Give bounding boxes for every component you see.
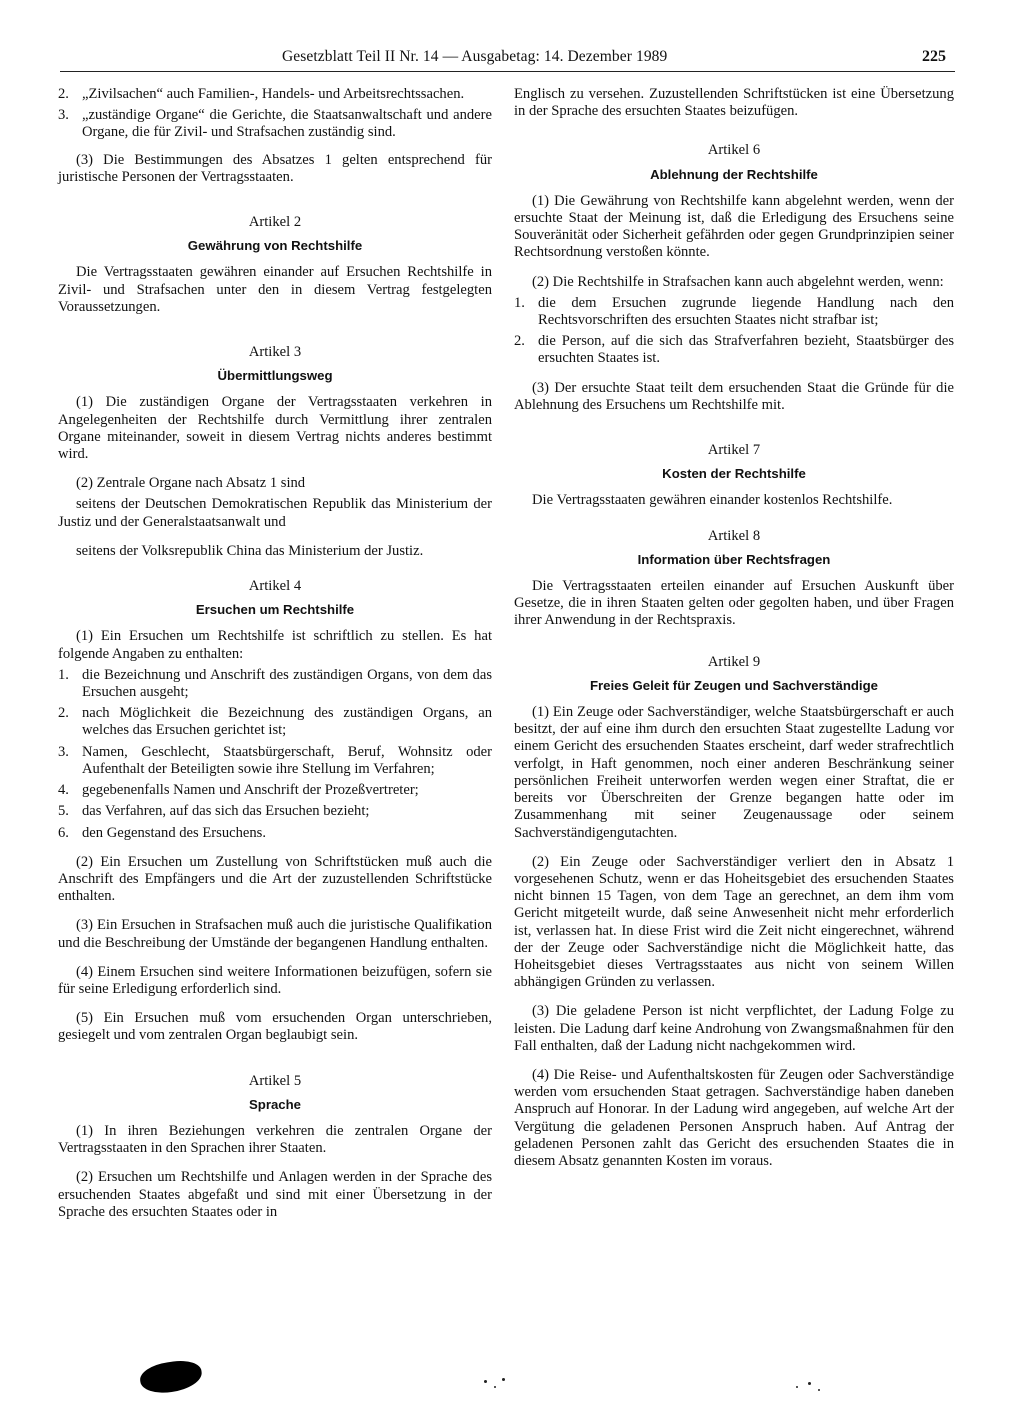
paragraph: (1) In ihren Beziehungen verkehren die zentralen Organe der Vertragsstaaten in den Sprachen ihrer Staaten.	[58, 1122, 492, 1157]
item-text: den Gegenstand des Ersuchens.	[82, 824, 266, 841]
scan-speck	[818, 1389, 820, 1391]
scan-speck	[808, 1382, 811, 1385]
article-title: Information über Rechtsfragen	[637, 551, 831, 567]
paragraph: (1) Ein Zeuge oder Sachverständiger, welche Staatsbürgerschaft er auch besitzt, der auf eine ihm durch den ersuchten Staat zugestellte Ladung vor einem Gericht des ersuchenden Staates erscheint, darf weder strafrechtlich verfolgt, in Haft genommen, noch einer anderen Beschränkung seiner persönlichen Freiheit unterworfen werden wegen einer Straftat, die er bereits vor Überschreiten der Grenze begangen hatte oder im Zusammenhang mit seiner Zeugenaussage oder seinem Sachverständigengutachten.	[514, 704, 954, 841]
item-number: 4.	[58, 782, 69, 799]
paragraph: (2) Zentrale Organe nach Absatz 1 sind	[76, 475, 306, 492]
item-number: 2.	[58, 705, 69, 722]
article-title: Ablehnung der Rechtshilfe	[650, 166, 818, 182]
scan-speck	[494, 1386, 496, 1388]
article-heading: Artikel 2	[248, 214, 302, 231]
paragraph: Die Vertragsstaaten gewähren einander kostenlos Rechtshilfe.	[532, 492, 893, 509]
left-column	[58, 86, 492, 1233]
article-title: Übermittlungsweg	[217, 368, 333, 384]
paragraph: (2) Ein Zeuge oder Sachverständiger verliert den in Absatz 1 vorgesehenen Schutz, wenn er das Hoheitsgebiet des ersuchenden Staates nicht binnen 15 Tagen, von dem Tage an gerechnet, an dem ihm vom Gericht mitgeteilt wurde, daß seine Anwesenheit nicht mehr erforderlich ist, verlassen hat. In diese Frist wird die Zeit nicht eingerechnet, während der der Zeuge oder Sachverständige nicht die Möglichkeit hatte, das Hoheitsgebiet dieses Vertragsstaates aus nicht von seinem Willen abhängigen Gründen zu verlassen.	[514, 853, 954, 991]
paragraph: (3) Der ersuchte Staat teilt dem ersuchenden Staat die Gründe für die Ablehnung des Ersuchens um Rechtshilfe mit.	[514, 379, 954, 413]
article-heading: Artikel 3	[248, 344, 302, 361]
ink-blot	[138, 1358, 204, 1396]
paragraph: seitens der Volksrepublik China das Ministerium der Justiz.	[76, 542, 424, 559]
item-number: 2.	[58, 86, 69, 102]
page-header	[0, 44, 1024, 70]
paragraph: (1) Die zuständigen Organe der Vertragsstaaten verkehren in Angelegenheiten der Rechtshilfe durch Vermittlung ihrer zentralen Organe miteinander, soweit in diesem Vertrag nichts anderes bestimmt wird.	[58, 394, 492, 463]
article-heading: Artikel 7	[707, 442, 761, 459]
article-title: Ersuchen um Rechtshilfe	[195, 602, 355, 618]
paragraph: (3) Ein Ersuchen in Strafsachen muß auch die juristische Qualifikation und die Beschreibung der Umstände der begangenen Handlung enthalten.	[58, 917, 492, 951]
item-number: 6.	[58, 824, 69, 841]
paragraph: (1) Die Gewährung von Rechtshilfe kann abgelehnt werden, wenn der ersuchte Staat der Meinung ist, daß die Erledigung des Ersuchens seine Souveränität oder Sicherheit gefährden oder gegen Grundprinzipien seiner Rechtsordnung verstoßen könnte.	[514, 192, 954, 261]
item-text: „zuständige Organe“ die Gerichte, die Staatsanwaltschaft und andere Organe, die für Zivil- und Strafsachen zuständig sind.	[82, 107, 492, 141]
list-item	[514, 333, 954, 367]
list-item	[58, 803, 492, 820]
paragraph: (3) Die geladene Person ist nicht verpflichtet, der Ladung Folge zu leisten. Die Ladung darf keine Androhung von Zwangsmaßnahmen für den Fall enthalten, daß der Ladung nicht nachgekommen wird.	[514, 1003, 954, 1054]
item-number: 2.	[514, 333, 525, 350]
list-item	[58, 667, 492, 701]
item-text: gegebenenfalls Namen und Anschrift der Prozeßvertreter;	[82, 782, 419, 799]
item-number: 3.	[58, 743, 69, 760]
article-heading: Artikel 8	[707, 527, 761, 544]
item-text: „Zivilsachen“ auch Familien-, Handels- und Arbeitsrechtssachen.	[82, 86, 465, 102]
article-title: Kosten der Rechtshilfe	[662, 466, 806, 482]
paragraph: (2) Die Rechtshilfe in Strafsachen kann auch abgelehnt werden, wenn:	[532, 273, 944, 290]
paragraph: Die Vertragsstaaten erteilen einander auf Ersuchen Auskunft über Gesetze, die in ihren Staaten gelten oder gegolten haben, und über Fragen ihrer Anwendung in der Rechtspraxis.	[514, 578, 954, 629]
list-item	[58, 782, 492, 799]
right-column	[514, 86, 954, 1182]
item-number: 5.	[58, 803, 69, 820]
article-heading: Artikel 4	[248, 578, 302, 595]
paragraph: (2) Ein Ersuchen um Zustellung von Schriftstücken muß auch die Anschrift des Empfängers und die Art der zuzustellenden Schriftstücke enthalten.	[58, 853, 492, 905]
definition-item	[58, 107, 492, 141]
list-item	[58, 744, 492, 778]
item-number: 3.	[58, 107, 69, 124]
item-number: 1.	[58, 666, 69, 683]
item-number: 1.	[514, 294, 525, 311]
article-title: Sprache	[248, 1096, 302, 1112]
article-title: Freies Geleit für Zeugen und Sachverständige	[589, 677, 878, 693]
item-text: die Person, auf die sich das Strafverfahren bezieht, Staatsbürger des ersuchten Staates ist.	[538, 333, 954, 367]
item-text: das Verfahren, auf das sich das Ersuchen bezieht;	[82, 803, 370, 820]
article-heading: Artikel 5	[248, 1072, 302, 1089]
article-heading: Artikel 6	[707, 142, 761, 159]
list-item	[514, 295, 954, 329]
article-title: Gewährung von Rechtshilfe	[187, 238, 363, 254]
paragraph: seitens der Deutschen Demokratischen Republik das Ministerium der Justiz und der Generalstaatsanwalt und	[58, 496, 492, 530]
header-rule	[60, 71, 955, 72]
list-item	[58, 825, 492, 842]
page-number: 225	[922, 48, 946, 65]
paragraph: (2) Ersuchen um Rechtshilfe und Anlagen werden in der Sprache des ersuchenden Staates abgefaßt und sind mit einer Übersetzung in der Sprache des ersuchten Staates oder in	[58, 1169, 492, 1220]
item-text: die Bezeichnung und Anschrift des zuständigen Organs, von dem das Ersuchen ausgeht;	[82, 666, 492, 701]
article-heading: Artikel 9	[707, 653, 761, 670]
paragraph: Die Vertragsstaaten gewähren einander auf Ersuchen Rechtshilfe in Zivil- und Strafsachen unter den in diesem Vertrag festgelegten Voraussetzungen.	[58, 264, 492, 315]
paragraph: (1) Ein Ersuchen um Rechtshilfe ist schriftlich zu stellen. Es hat folgende Angaben zu enthalten:	[58, 628, 492, 662]
scan-speck	[484, 1380, 487, 1383]
paragraph: Englisch zu versehen. Zuzustellenden Schriftstücken ist eine Übersetzung in der Sprache des ersuchten Staates beizufügen.	[514, 86, 954, 120]
paragraph: (4) Die Reise- und Aufenthaltskosten für Zeugen oder Sachverständige werden vom ersuchenden Staat getragen. Sachverständige haben daneben Anspruch auf Honorar. In der Ladung wird angegeben, auf welche Art der Vergütung die geladenen Personen Anspruch haben. Auf Antrag der geladenen Personen zahlt das Gericht des ersuchenden Staates die in diesem Absatz genannten Kosten im voraus.	[514, 1066, 954, 1169]
item-text: die dem Ersuchen zugrunde liegende Handlung nach den Rechtsvorschriften des ersuchten Staates nicht strafbar ist;	[538, 294, 954, 329]
paragraph: (4) Einem Ersuchen sind weitere Informationen beizufügen, sofern sie für seine Erledigung erforderlich sind.	[58, 963, 492, 997]
scan-speck	[502, 1378, 505, 1381]
definition-item	[58, 86, 492, 103]
item-text: Namen, Geschlecht, Staatsbürgerschaft, Beruf, Wohnsitz oder Aufenthalt der Beteiligten sowie ihre Stellung im Verfahren;	[82, 743, 492, 777]
scan-speck	[796, 1386, 798, 1388]
list-item	[58, 705, 492, 739]
item-text: nach Möglichkeit die Bezeichnung des zuständigen Organs, an welches das Ersuchen gerichtet ist;	[82, 705, 492, 739]
gazette-title: Gesetzblatt Teil II Nr. 14 — Ausgabetag: 14. Dezember 1989	[282, 48, 668, 65]
paragraph: (3) Die Bestimmungen des Absatzes 1 gelten entsprechend für juristische Personen der Vertragsstaaten.	[58, 151, 492, 185]
paragraph: (5) Ein Ersuchen muß vom ersuchenden Organ unterschrieben, gesiegelt und vom zentralen Organ beglaubigt sein.	[58, 1010, 492, 1044]
